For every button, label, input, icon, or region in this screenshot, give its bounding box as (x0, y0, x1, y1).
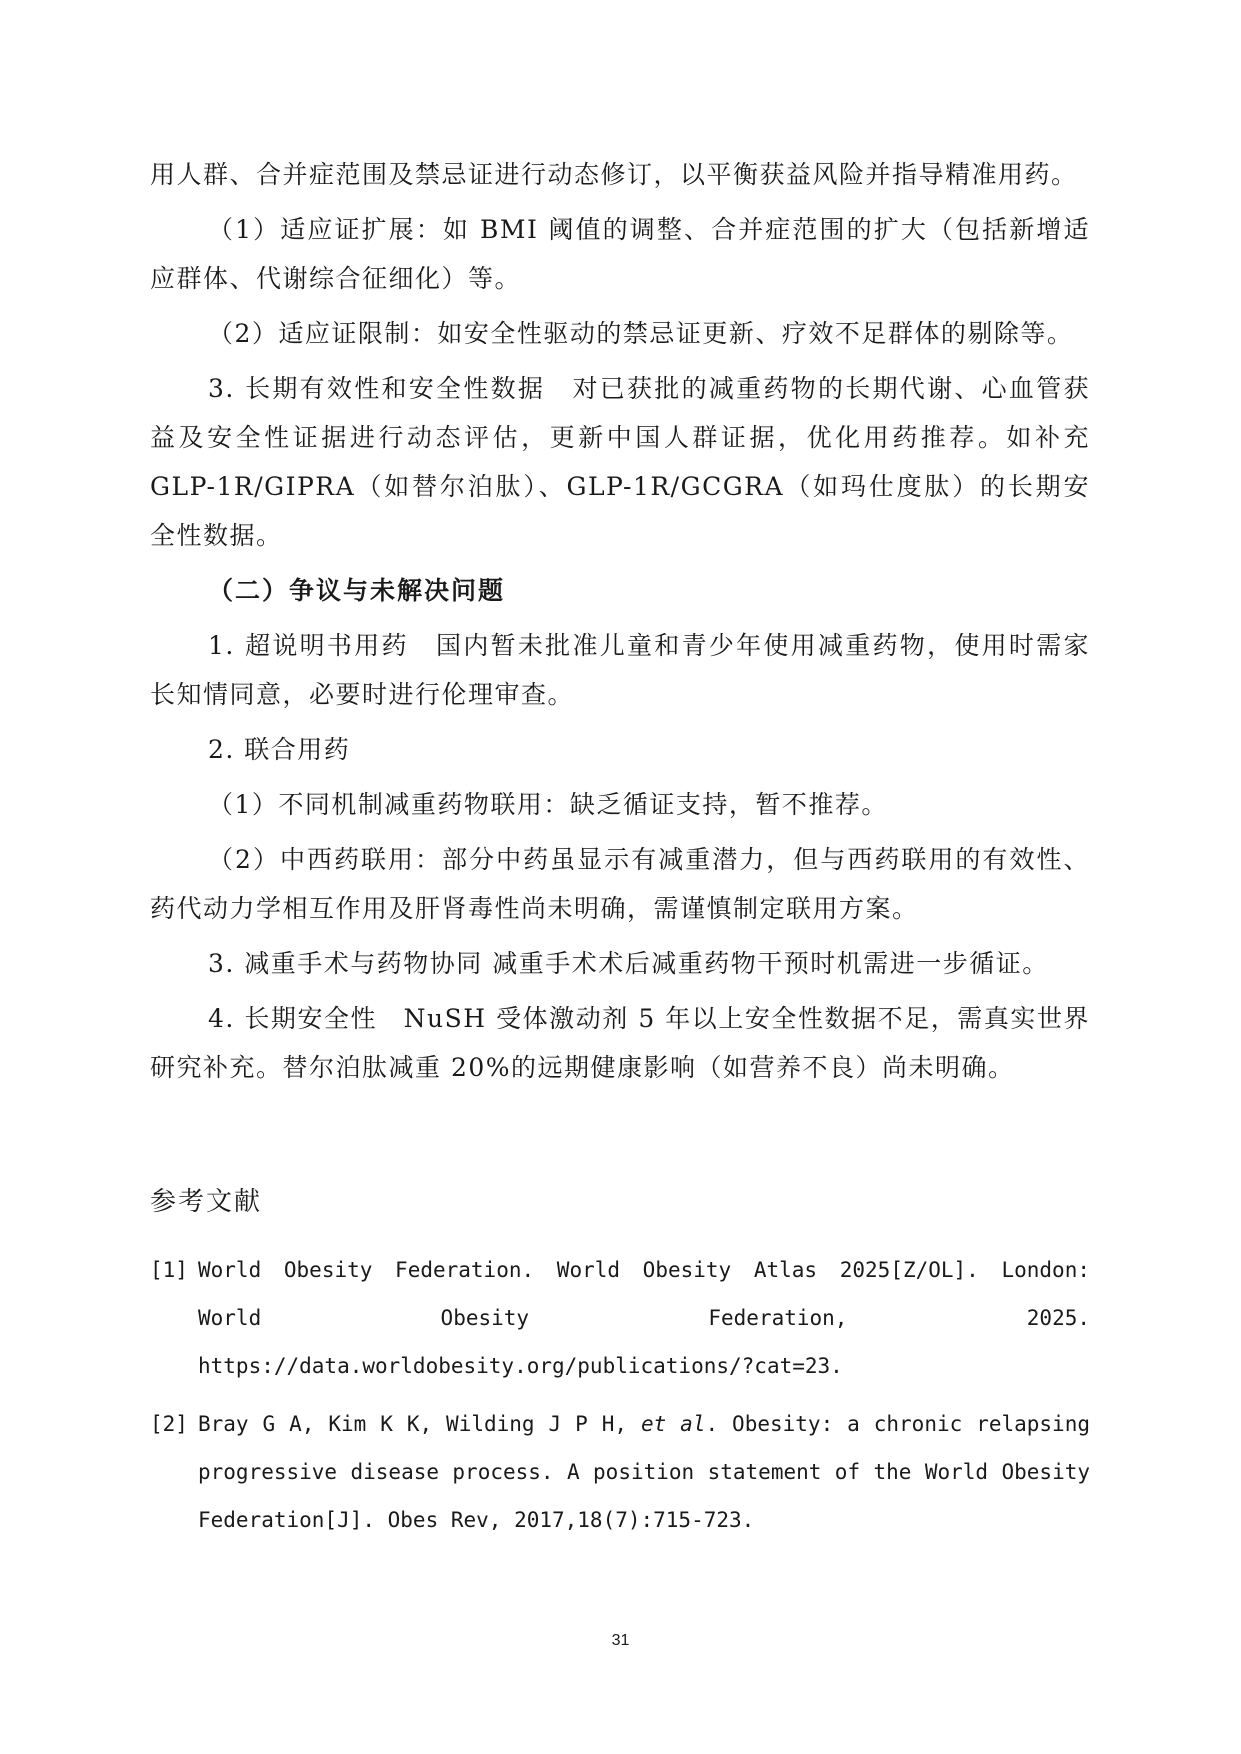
paragraph-tcm-combination: （2）中西药联用：部分中药虽显示有减重潜力，但与西药联用的有效性、药代动力学相互作用及肝肾毒性尚未明确，需谨慎制定联用方案。 (150, 845, 1090, 923)
paragraph-indication-expansion: （1）适应证扩展：如 BMI 阈值的调整、合并症范围的扩大（包括新增适应群体、代谢综合征细化）等。 (150, 215, 1090, 293)
reference-number: [1] (150, 1258, 188, 1282)
reference-text: World Obesity Federation. World Obesity Atlas 2025[Z/OL]. London: World Obesity Federation, 2025. https://data.worldobesity.org/publications/?cat=23. (198, 1258, 1090, 1378)
section-heading-controversies: （二）争议与未解决问题 (208, 576, 506, 605)
document-body (150, 150, 1090, 1554)
paragraph-indication-revision: 用人群、合并症范围及禁忌证进行动态修订，以平衡获益风险并指导精准用药。 (150, 160, 1078, 189)
page-number: 31 (611, 1632, 630, 1649)
reference-et-al: et al (640, 1412, 706, 1436)
references-title: 参考文献 (150, 1187, 263, 1217)
reference-authors: Bray G A, Kim K K, Wilding J P H, (198, 1412, 641, 1436)
reference-item (150, 1400, 1090, 1544)
reference-details: . Obesity: a chronic relapsing progressive disease process. A position statement of the World Obesity Federation[J]. Obes Rev, 2017,18(7):715-723. (198, 1412, 1090, 1532)
paragraph-combination-therapy: 2. 联合用药 (208, 735, 351, 764)
paragraph-mechanism-combination: （1）不同机制减重药物联用：缺乏循证支持，暂不推荐。 (208, 790, 888, 819)
paragraph-off-label-use: 1. 超说明书用药 国内暂未批准儿童和青少年使用减重药物，使用时需家长知情同意，必要时进行伦理审查。 (150, 631, 1090, 709)
paragraph-long-term-data: 3. 长期有效性和安全性数据 对已获批的减重药物的长期代谢、心血管获益及安全性证据进行动态评估，更新中国人群证据，优化用药推荐。如补充 GLP-1R/GIPRA（如替尔泊肽）、GLP-1R/GCGRA（如玛仕度肽）的长期安全性数据。 (150, 374, 1090, 550)
paragraph-surgery-synergy: 3. 减重手术与药物协同 减重手术术后减重药物干预时机需进一步循证。 (208, 949, 1049, 978)
paragraph-long-term-safety: 4. 长期安全性 NuSH 受体激动剂 5 年以上安全性数据不足，需真实世界研究补充。替尔泊肽减重 20%的远期健康影响（如营养不良）尚未明确。 (150, 1004, 1090, 1082)
reference-number: [2] (150, 1412, 188, 1436)
paragraph-indication-restriction: （2）适应证限制：如安全性驱动的禁忌证更新、疗效不足群体的剔除等。 (208, 319, 1074, 348)
reference-item (150, 1246, 1090, 1390)
